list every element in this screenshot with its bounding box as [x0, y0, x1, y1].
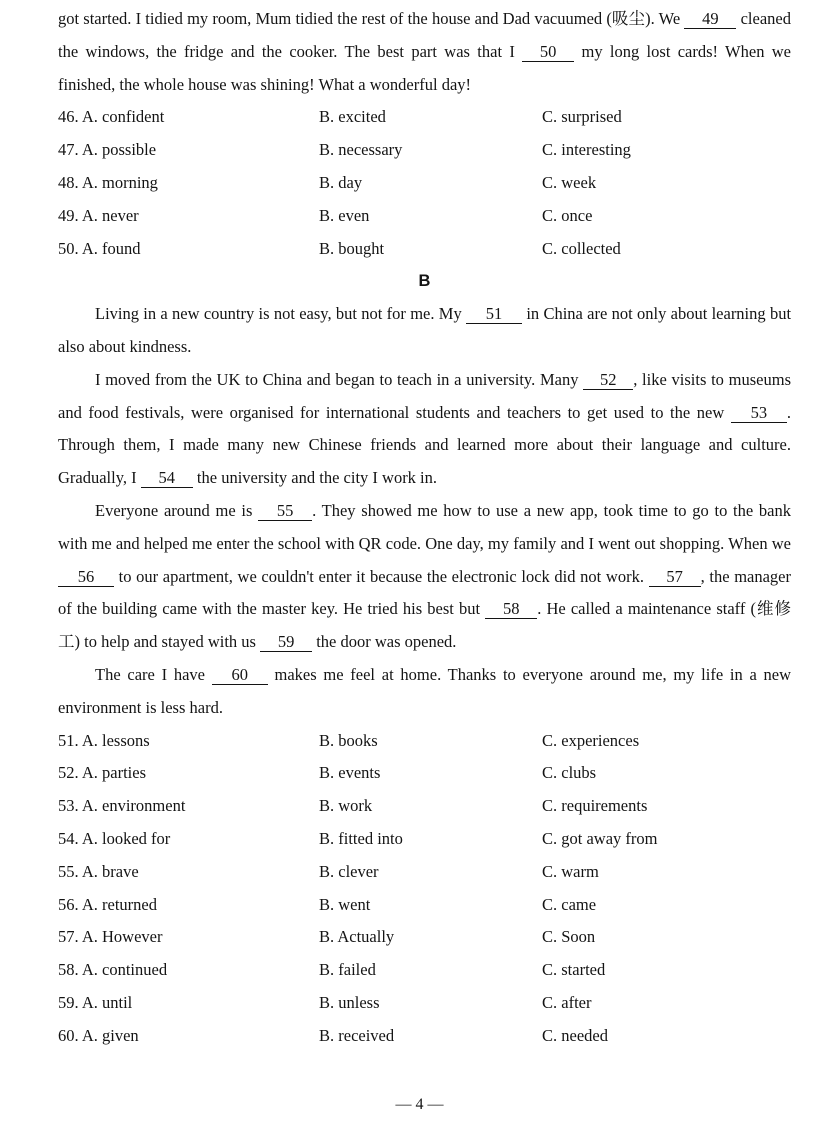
blank-59: 59 — [260, 632, 312, 652]
blank-55: 55 — [258, 501, 312, 521]
option-a-text: A. never — [81, 205, 139, 225]
option-a-text: A. confident — [81, 107, 165, 127]
option-b: B. excited — [319, 107, 386, 127]
passage-text: in China are not only about learning but also about kindness. — [58, 304, 792, 356]
option-a-text: A. returned — [81, 894, 157, 914]
passage-text: got started. I tidied my room, Mum tidied the rest of the house and Dad vacuumed (吸尘). We — [58, 9, 681, 28]
blank-49: 49 — [684, 9, 736, 29]
question-number: 57. — [58, 927, 79, 947]
option-b: B. went — [319, 894, 371, 914]
option-c: C. surprised — [542, 107, 622, 127]
option-a-text: A. found — [81, 238, 141, 258]
option-a — [58, 725, 319, 758]
question-60 — [58, 1020, 791, 1053]
option-a-text: A. parties — [81, 763, 146, 783]
page-number: — 4 — — [395, 1096, 444, 1113]
option-c: C. came — [542, 894, 597, 914]
question-number: 56. — [58, 894, 79, 914]
question-number: 54. — [58, 828, 79, 848]
option-c: C. requirements — [542, 796, 648, 816]
question-number: 53. — [58, 796, 79, 816]
passage-b-paragraph-3 — [58, 495, 791, 659]
blank-60: 60 — [212, 665, 268, 685]
question-48 — [58, 167, 791, 200]
option-a — [58, 954, 319, 987]
option-b: B. failed — [319, 960, 376, 980]
blank-53: 53 — [731, 403, 787, 423]
passage-text: the university and the city I work in. — [196, 468, 438, 488]
passage-b-paragraph-2 — [58, 364, 791, 495]
question-number: 59. — [58, 992, 79, 1012]
question-58 — [58, 954, 791, 987]
option-a — [58, 233, 319, 266]
passage-text: The care I have — [95, 664, 205, 684]
option-a — [58, 101, 319, 134]
option-b: B. Actually — [319, 927, 395, 947]
option-b: B. day — [319, 172, 363, 192]
option-c: C. after — [542, 992, 592, 1012]
option-a-text: A. until — [81, 992, 133, 1012]
option-a-text: A. However — [81, 927, 163, 947]
option-c: C. collected — [542, 238, 621, 258]
question-47 — [58, 134, 791, 167]
passage-text: to our apartment, we couldn't enter it because the electronic lock did not work. — [118, 566, 644, 586]
option-b: B. work — [319, 796, 373, 816]
passage-text: Everyone around me is — [95, 500, 253, 520]
option-a-text: A. environment — [81, 796, 186, 816]
option-a — [58, 200, 319, 233]
option-a — [58, 889, 319, 922]
blank-56: 56 — [58, 567, 114, 587]
option-b: B. necessary — [319, 140, 403, 160]
question-51 — [58, 725, 791, 758]
option-c: C. interesting — [542, 140, 631, 160]
option-a-text: A. given — [81, 1025, 139, 1045]
passage-text: . They showed me how to use a new app, took time to go to the bank with me and helped me enter the school with QR code. One day, my family and I went out shopping. When we — [58, 500, 792, 553]
passage-a-ending — [58, 0, 791, 101]
question-57 — [58, 921, 791, 954]
blank-50: 50 — [522, 42, 574, 62]
passage-text: , the manager of the building came with the master key. He tried his best but — [58, 566, 791, 619]
option-b: B. bought — [319, 238, 385, 258]
passage-text: , like visits to museums and food festivals, were organised for international students and teachers to get used to the new — [58, 369, 791, 422]
option-a — [58, 921, 319, 954]
option-a-text: A. brave — [81, 861, 139, 881]
question-53 — [58, 790, 791, 823]
option-b: B. clever — [319, 861, 379, 881]
blank-52: 52 — [583, 370, 633, 390]
blank-57: 57 — [649, 567, 701, 587]
option-b: B. events — [319, 763, 381, 783]
question-number: 55. — [58, 861, 79, 881]
option-a — [58, 987, 319, 1020]
option-c: C. started — [542, 960, 606, 980]
question-59 — [58, 987, 791, 1020]
option-c: C. warm — [542, 861, 599, 881]
question-number: 46. — [58, 107, 79, 127]
option-c: C. once — [542, 205, 593, 225]
question-number: 47. — [58, 140, 79, 160]
question-46 — [58, 101, 791, 134]
option-c: C. clubs — [542, 763, 597, 783]
option-b: B. fitted into — [319, 828, 403, 848]
option-b: B. even — [319, 205, 370, 225]
question-number: 58. — [58, 960, 79, 980]
question-number: 52. — [58, 763, 79, 783]
questions-b-list — [58, 725, 791, 1053]
passage-text: . Through them, I made many new Chinese friends and learned more about their language and culture. Gradually, I — [58, 402, 791, 488]
option-a-text: A. morning — [81, 172, 158, 192]
option-c: C. needed — [542, 1025, 608, 1045]
passage-text: I moved from the UK to China and began to teach in a university. Many — [95, 369, 579, 389]
option-c: C. got away from — [542, 828, 658, 848]
question-number: 51. — [58, 730, 79, 750]
question-54 — [58, 823, 791, 856]
passage-b-paragraph-1 — [58, 298, 791, 364]
passage-text: the door was opened. — [316, 632, 457, 652]
question-49 — [58, 200, 791, 233]
option-b: B. received — [319, 1025, 395, 1045]
question-number: 49. — [58, 205, 79, 225]
option-a-text: A. lessons — [81, 730, 150, 750]
question-number: 60. — [58, 1025, 79, 1045]
question-55 — [58, 856, 791, 889]
question-50 — [58, 233, 791, 266]
question-52 — [58, 757, 791, 790]
blank-51: 51 — [466, 304, 522, 324]
option-a — [58, 790, 319, 823]
option-a-text: A. looked for — [81, 828, 171, 848]
passage-text: cleaned the windows, the fridge and the cooker. The best part was that I — [58, 9, 791, 61]
passage-text: . He called a maintenance staff (维修工) to help and stayed with us — [58, 599, 791, 652]
option-a-text: A. continued — [81, 960, 168, 980]
option-c: C. Soon — [542, 927, 596, 947]
option-a-text: A. possible — [81, 140, 157, 160]
question-number: 48. — [58, 172, 79, 192]
question-56 — [58, 889, 791, 922]
passage-text: makes me feel at home. Thanks to everyone around me, my life in a new environment is less hard. — [58, 664, 792, 717]
option-b: B. books — [319, 730, 378, 750]
option-a — [58, 134, 319, 167]
blank-54: 54 — [141, 468, 193, 488]
passage-text: Living in a new country is not easy, but not for me. My — [95, 304, 462, 324]
question-number: 50. — [58, 238, 79, 258]
option-c: C. week — [542, 172, 597, 192]
option-a — [58, 823, 319, 856]
passage-b-paragraph-4 — [58, 659, 791, 725]
blank-58: 58 — [485, 599, 537, 619]
option-b: B. unless — [319, 992, 380, 1012]
option-a — [58, 856, 319, 889]
option-a — [58, 757, 319, 790]
option-c: C. experiences — [542, 730, 640, 750]
option-a — [58, 167, 319, 200]
section-b-heading: B — [418, 272, 431, 291]
passage-text: my long lost cards! When we finished, the whole house was shining! What a wonderful day! — [58, 41, 792, 94]
option-a — [58, 1020, 319, 1053]
questions-a-list — [58, 101, 791, 265]
